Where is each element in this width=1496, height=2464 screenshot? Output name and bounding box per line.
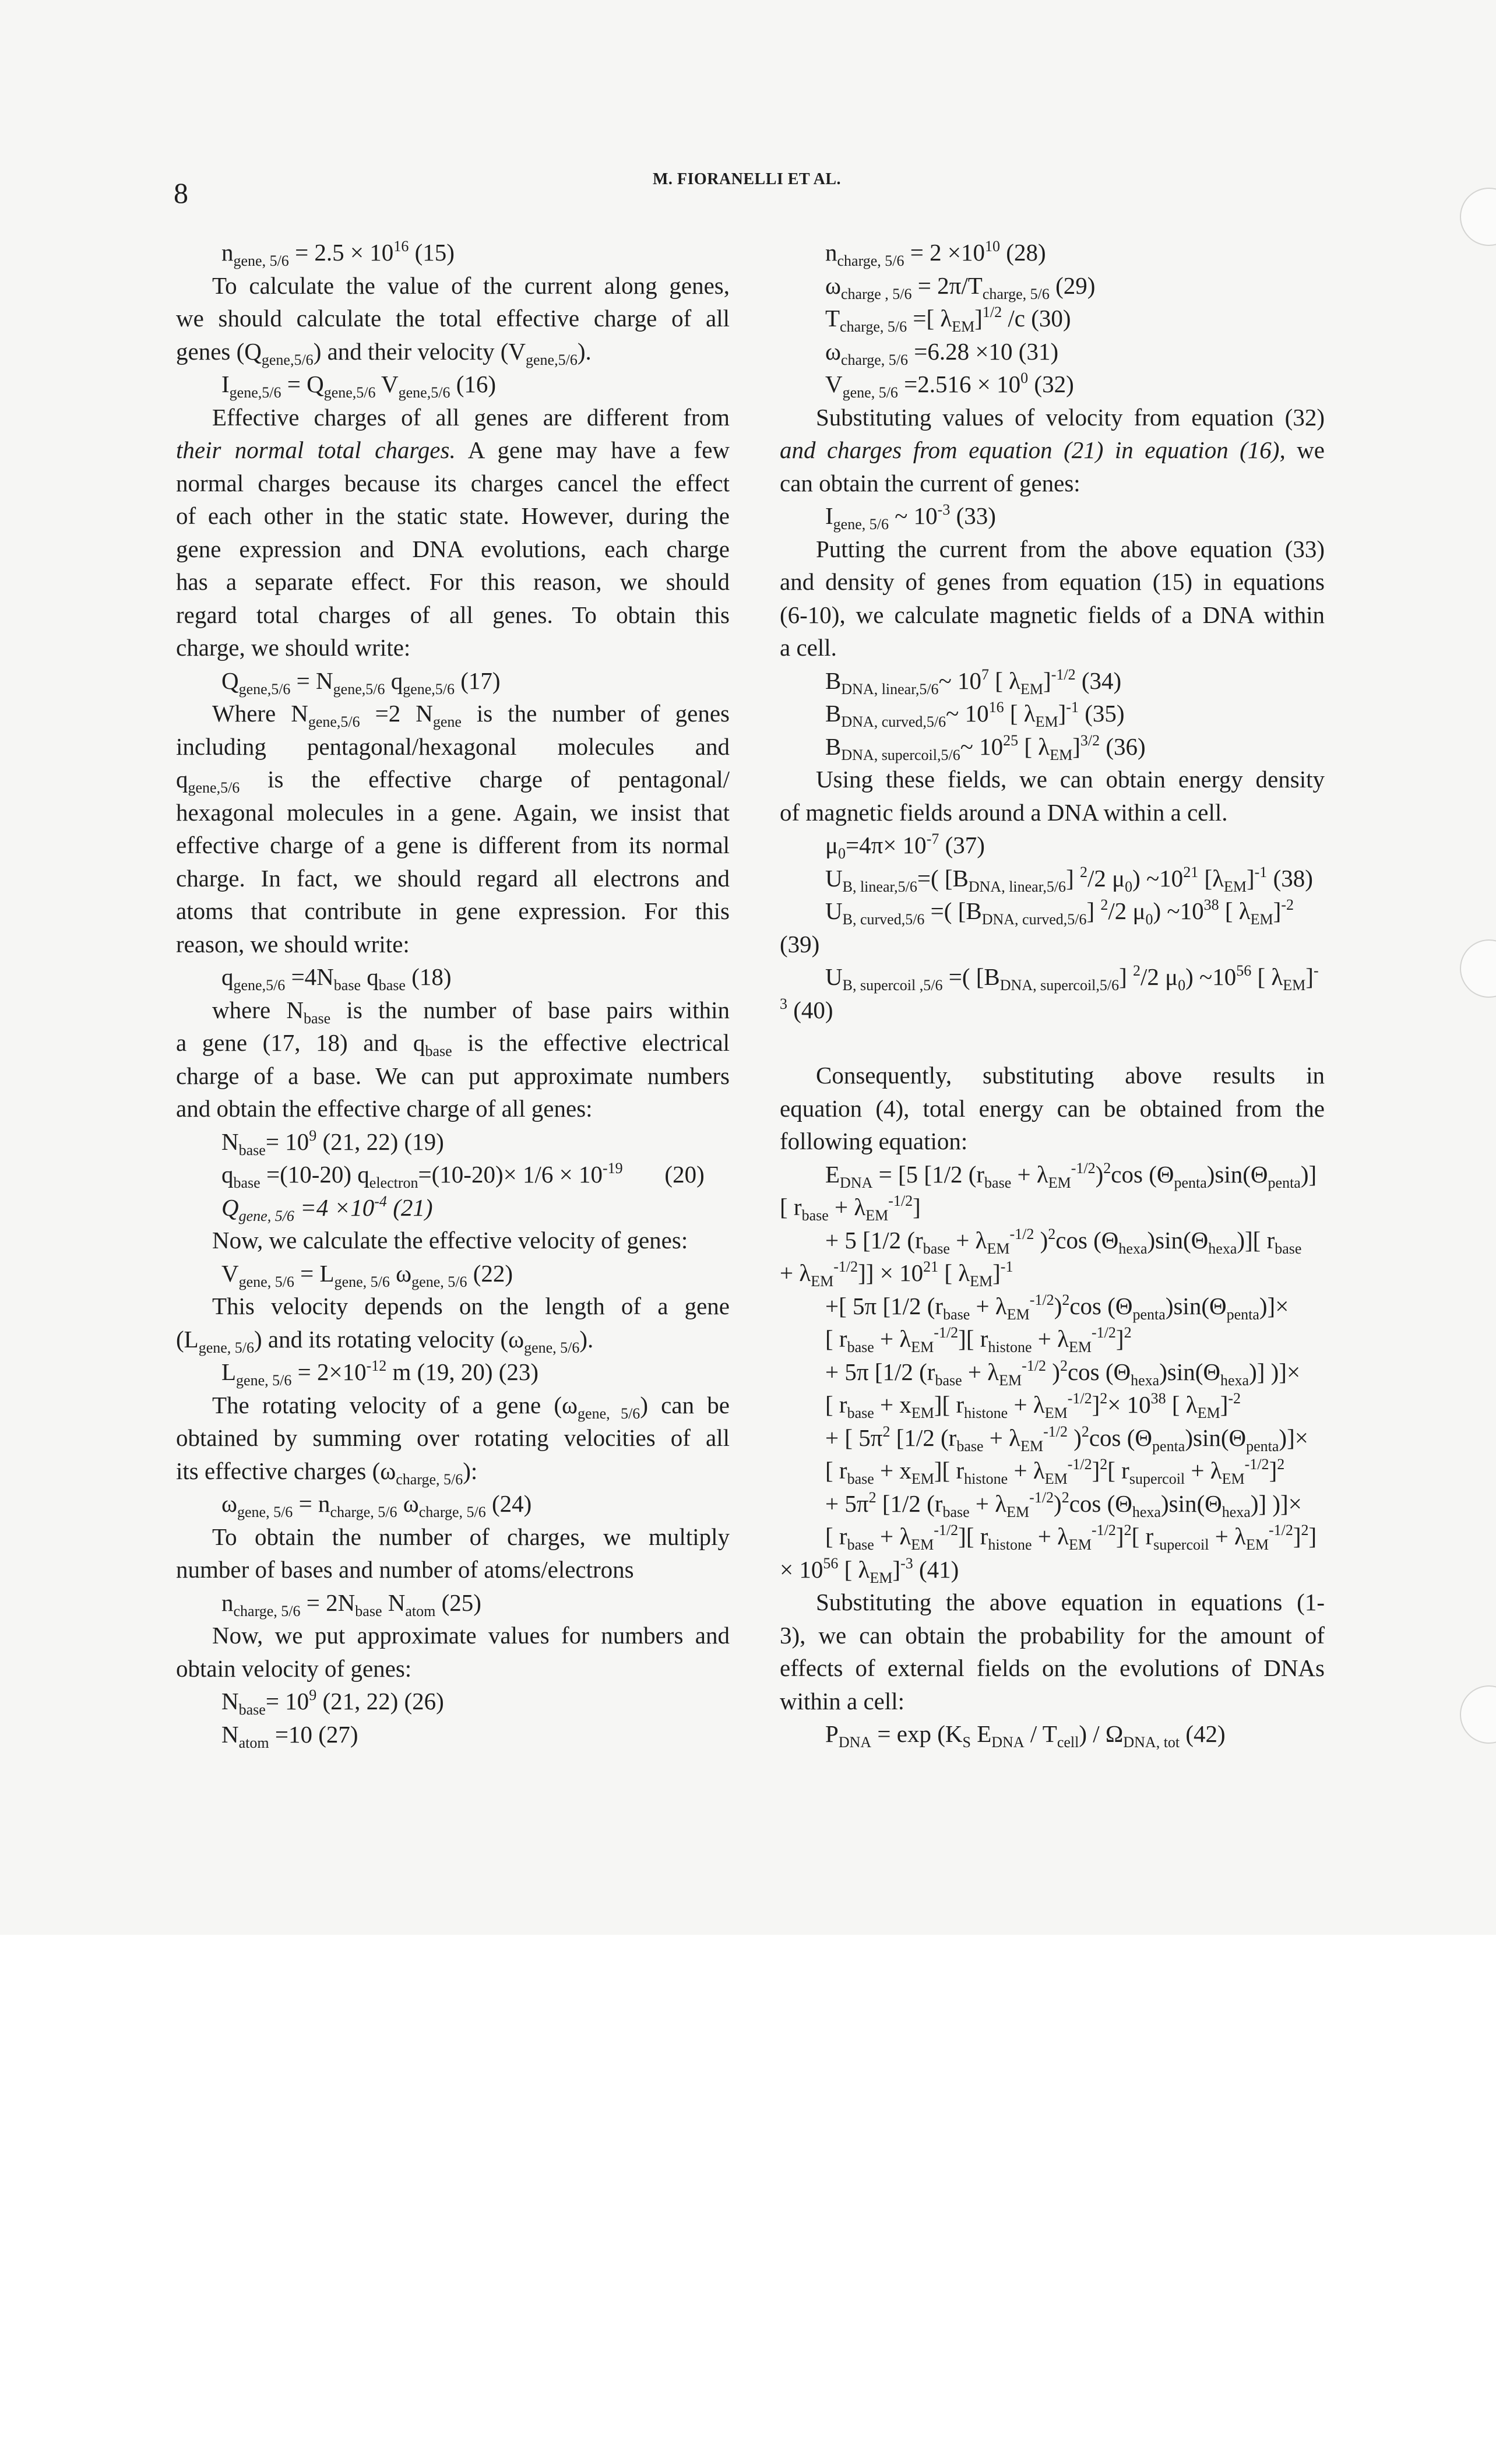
text-line: $Q_{gene,5/6} = N_{gene,5/6}$ $q_{gene,5/6}$ (17) xyxy=(221,667,501,698)
text-line: To obtain the number of charges, we multiply xyxy=(212,1523,730,1550)
text-line: 3), we can obtain the probability for the amount of xyxy=(780,1621,1325,1649)
text-line: + 5π [1/2 ($r_{base} + \lambda_{EM}^{-1/2}$ )$^2$cos $(\Theta_{hexa})\sin(\Theta_{hexa})$] )]× xyxy=(825,1357,1301,1389)
blank-margin xyxy=(0,1935,1496,2464)
text-line: reason, we should write: xyxy=(176,930,410,958)
text-line: charge. In fact, we should regard all electrons and xyxy=(176,864,730,892)
text-line: + [ $5\pi^2$ [1/2 ($r_{base} + \lambda_{EM}^{-1/2}$ )$^2$cos $(\Theta_{penta})\sin(\Theta_{penta})]\times$ xyxy=(825,1423,1308,1455)
right-column xyxy=(780,236,1325,1751)
text-line: (6-10), we calculate magnetic fields of a DNA within xyxy=(780,601,1325,628)
text-line: $^3$ (40) xyxy=(780,995,833,1023)
text-line: $T_{charge, 5/6}$ =[ $\lambda_{EM}]^{1/2}$ /c (30) xyxy=(825,304,1071,335)
text-line: $q_{gene,5/6}$ is the effective charge of pentagonal/ xyxy=(176,766,730,796)
text-line: $Q_{gene, 5/6} =4 \times 10^{-4}$ (21) xyxy=(221,1192,433,1224)
text-line: To calculate the value of the current along genes, xyxy=(212,272,730,299)
text-line: $V_{gene, 5/6} =2.516 \times 10^0$ (32) xyxy=(825,369,1074,401)
text-line: and density of genes from equation (15) in equations xyxy=(780,568,1325,595)
text-line: normal charges because its charges cancel the effect xyxy=(176,469,730,497)
text-line: a cell. xyxy=(780,634,837,661)
text-line: [ $r_{base} + \lambda_{EM}^{-1/2}$][ $r_{histone} + \lambda_{EM}^{-1/2}]^2$ xyxy=(825,1324,1132,1356)
text-line: atoms that contribute in gene expression. For this xyxy=(176,897,730,924)
text-line: $U_{B, supercoil ,5/6}$ =( $[B_{DNA, supercoil,5/6}]$ $^2$/2 $\mu_0$) $\sim 10^{56}$ [ $\lambda_{EM}]^-$ xyxy=(825,962,1319,994)
text-line: $q_{gene,5/6} =4N_{base}$ $q_{base}$ (18) xyxy=(221,963,452,994)
text-line: $B_{DNA, linear,5/6}\sim$ $10^7$ [ $\lambda_{EM}]^{-1/2}$ (34) xyxy=(825,666,1122,698)
text-line: effective charge of a gene is different from its normal xyxy=(176,832,730,858)
text-line: + 5 [1/2 ($r_{base} + \lambda_{EM}^{-1/2}$ )$^2$cos $(\Theta_{hexa})\sin(\Theta_{hexa})$][ $r_{base}$ xyxy=(825,1225,1302,1257)
text-line: including pentagonal/hexagonal molecules and xyxy=(176,733,730,760)
text-line: [ $r_{base} + \lambda_{EM}^{-1/2}$] xyxy=(780,1192,921,1224)
text-line: charge of a base. We can put approximate numbers xyxy=(176,1062,730,1089)
text-line: $n_{charge, 5/6} = 2N_{base}$ $N_{atom}$ (25) xyxy=(221,1589,481,1620)
text-line: $(L_{gene, 5/6})$ and its rotating velocity $(\omega_{gene, 5/6})$. xyxy=(176,1325,594,1356)
text-line: within a cell: xyxy=(780,1687,905,1715)
text-line: hexagonal molecules in a gene. Again, we insist that xyxy=(176,798,730,826)
text-line: $N_{atom} =10$ (27) xyxy=(221,1720,358,1751)
text-line: number of bases and number of atoms/electrons xyxy=(176,1556,634,1583)
text-line: Putting the current from the above equation (33) xyxy=(816,535,1325,562)
text-line xyxy=(780,1026,1325,1059)
text-line: regard total charges of all genes. To obtain this xyxy=(176,601,730,628)
text-line: $n_{gene, 5/6} = 2.5 \times 10^{16}$ (15) xyxy=(221,238,455,269)
text-line: its effective charges $(\omega_{charge, 5/6})$: xyxy=(176,1457,478,1488)
text-line: and charges from equation (21) in equation (16), we xyxy=(780,437,1325,463)
text-line: genes $(Q_{gene,5/6})$ and their velocity $(V_{gene,5/6})$. xyxy=(176,337,592,368)
text-line: [ $r_{base} + x_{EM}$][ $r_{histone} + \lambda_{EM}^{-1/2}]^2$[ $r_{supercoil} + \lambda_{EM}^{-1/2}]^2$ xyxy=(825,1456,1285,1487)
text-line: $B_{DNA, supercoil,5/6}\sim$ $10^{25}$ [ $\lambda_{EM}]^{3/2}$ (36) xyxy=(825,731,1146,763)
text-line: $U_{B, linear,5/6}=$( $[B_{DNA, linear,5/6}]$ $^2$/2 $\mu_0$) $\sim 10^{21}$ $[\lambda_{EM}]^{-1}$ (38) xyxy=(825,863,1313,895)
left-column xyxy=(176,236,730,1751)
text-line: $N_{base}= 10^9$ (21, 22) (19) xyxy=(221,1127,444,1159)
text-line: equation (4), total energy can be obtained from the xyxy=(780,1094,1325,1122)
text-line: gene expression and DNA evolutions, each charge xyxy=(176,535,730,562)
text-line: + $5\pi^2$ [1/2 $(r_{base} + \lambda_{EM}^{-1/2})^2\cos$ $(\Theta_{hexa})\sin(\Theta_{hexa})$] )]× xyxy=(825,1488,1302,1520)
text-line: Effective charges of all genes are different from xyxy=(212,403,730,431)
text-line: and obtain the effective charge of all genes: xyxy=(176,1095,593,1122)
text-line: of each other in the static state. However, during the xyxy=(176,502,730,529)
binder-hole xyxy=(1460,1685,1496,1744)
text-line: $\omega_{gene, 5/6} = n_{charge, 5/6}$ $\omega_{charge, 5/6}$ (24) xyxy=(221,1490,532,1520)
text-line: where $N_{base}$ is the number of base pairs within xyxy=(212,996,730,1027)
text-line: Substituting the above equation in equations (1- xyxy=(816,1589,1325,1615)
text-line: Where $N_{gene,5/6} =2$ $N_{gene}$ is the number of genes xyxy=(212,700,730,730)
text-line: + $\lambda_{EM}^{-1/2}]] \times 10^{21}$ [ $\lambda_{EM}]^{-1}$ xyxy=(780,1258,1013,1290)
text-line: following equation: xyxy=(780,1128,968,1154)
text-line: This velocity depends on the length of a gene xyxy=(212,1293,730,1319)
text-line: $P_{DNA} = \exp (K_S$ $E_{DNA} / T_{cell}) / \Omega_{DNA, tot}$ (42) xyxy=(825,1720,1226,1751)
text-line: (39) xyxy=(780,930,820,958)
text-line: × $10^{56}$ [ $\lambda_{EM}]^{-3}$ (41) xyxy=(780,1554,959,1586)
text-line: their normal total charges. A gene may have a few xyxy=(176,437,730,463)
text-line: $q_{base} =(10-20)$ $q_{electron}=(10-20)\times 1/6 \times 10^{-19}$ (20) xyxy=(221,1160,705,1191)
text-line: obtain velocity of genes: xyxy=(176,1655,412,1682)
binder-hole xyxy=(1460,939,1496,998)
text-line: charge, we should write: xyxy=(176,634,411,661)
text-line: [ $r_{base} + x_{EM}$][ $r_{histone} + \lambda_{EM}^{-1/2}]^2\times 10^{38}$ [ $\lambda_{EM}]^{-2}$ xyxy=(825,1390,1241,1421)
text-line: $E_{DNA} = [5$ [1/2 $(r_{base} + \lambda_{EM}^{-1/2})^2\cos$ $(\Theta_{penta})\sin(\Theta_{penta})$] xyxy=(825,1159,1317,1191)
text-line: $n_{charge, 5/6} = 2 \times 10^{10}$ (28) xyxy=(825,238,1046,269)
text-line: has a separate effect. For this reason, we should xyxy=(176,568,730,595)
text-line: [ $r_{base} + \lambda_{EM}^{-1/2}$][ $r_{histone} + \lambda_{EM}^{-1/2}]^2$[ $r_{supercoil} + \lambda_{EM}^{-1/2}]^2$] xyxy=(825,1522,1317,1553)
text-line: Now, we put approximate values for numbers and xyxy=(212,1622,730,1649)
text-line: $I_{gene, 5/6}$ ~ $10^{-3}$ (33) xyxy=(825,501,996,533)
text-line: effects of external fields on the evolutions of DNAs xyxy=(780,1655,1325,1681)
text-line: can obtain the current of genes: xyxy=(780,469,1080,497)
text-line: Now, we calculate the effective velocity of genes: xyxy=(212,1227,688,1254)
text-line: we should calculate the total effective charge of all xyxy=(176,305,730,332)
text-line: $V_{gene, 5/6} = L_{gene, 5/6}$ $\omega_{gene, 5/6}$ (22) xyxy=(221,1259,513,1290)
text-line: $\mu_0=4\pi\times 10^{-7}$ (37) xyxy=(825,830,985,862)
text-line: Using these fields, we can obtain energy density xyxy=(816,766,1325,793)
text-line: +[ 5π [1/2 $(r_{base} + \lambda_{EM}^{-1/2})^2\cos$ $(\Theta_{penta})\sin(\Theta_{penta})]\times$ xyxy=(825,1291,1289,1323)
text-line: $\omega_{charge , 5/6} = 2\pi/T_{charge, 5/6}$ (29) xyxy=(825,272,1096,302)
page-number: 8 xyxy=(174,177,188,209)
text-line: $U_{B, curved,5/6}$ =( $[B_{DNA, curved,5/6}]$ $^2$/2 $\mu_0$) $\sim 10^{38}$ [ $\lambda_{EM}]^{-2}$ xyxy=(825,896,1294,928)
text-line: $B_{DNA, curved,5/6}\sim$ $10^{16}$ [ $\lambda_{EM}]^{-1}$ (35) xyxy=(825,699,1125,730)
text-line: Substituting values of velocity from equation (32) xyxy=(816,403,1325,431)
text-line: of magnetic fields around a DNA within a cell. xyxy=(780,798,1228,826)
text-line: $I_{gene,5/6} = Q_{gene,5/6}$ $V_{gene,5/6}$ (16) xyxy=(221,371,497,401)
text-line: $N_{base}= 10^9$ (21, 22) (26) xyxy=(221,1687,444,1718)
text-line: a gene (17, 18) and $q_{base}$ is the effective electrical xyxy=(176,1029,730,1059)
text-line: The rotating velocity of a gene $(\omega_{gene, 5/6})$ can be xyxy=(212,1391,730,1422)
text-line: $L_{gene, 5/6} = 2\times 10^{-12}$ m (19, 20) (23) xyxy=(221,1357,539,1389)
text-line: Consequently, substituting above results in xyxy=(816,1062,1325,1089)
text-line: $\omega_{charge, 5/6} =6.28 \times 10$ (31) xyxy=(825,337,1059,368)
text-line: obtained by summing over rotating velocities of all xyxy=(176,1424,730,1451)
running-head: M. FIORANELLI ET AL. xyxy=(653,170,841,188)
binder-hole xyxy=(1460,188,1496,246)
